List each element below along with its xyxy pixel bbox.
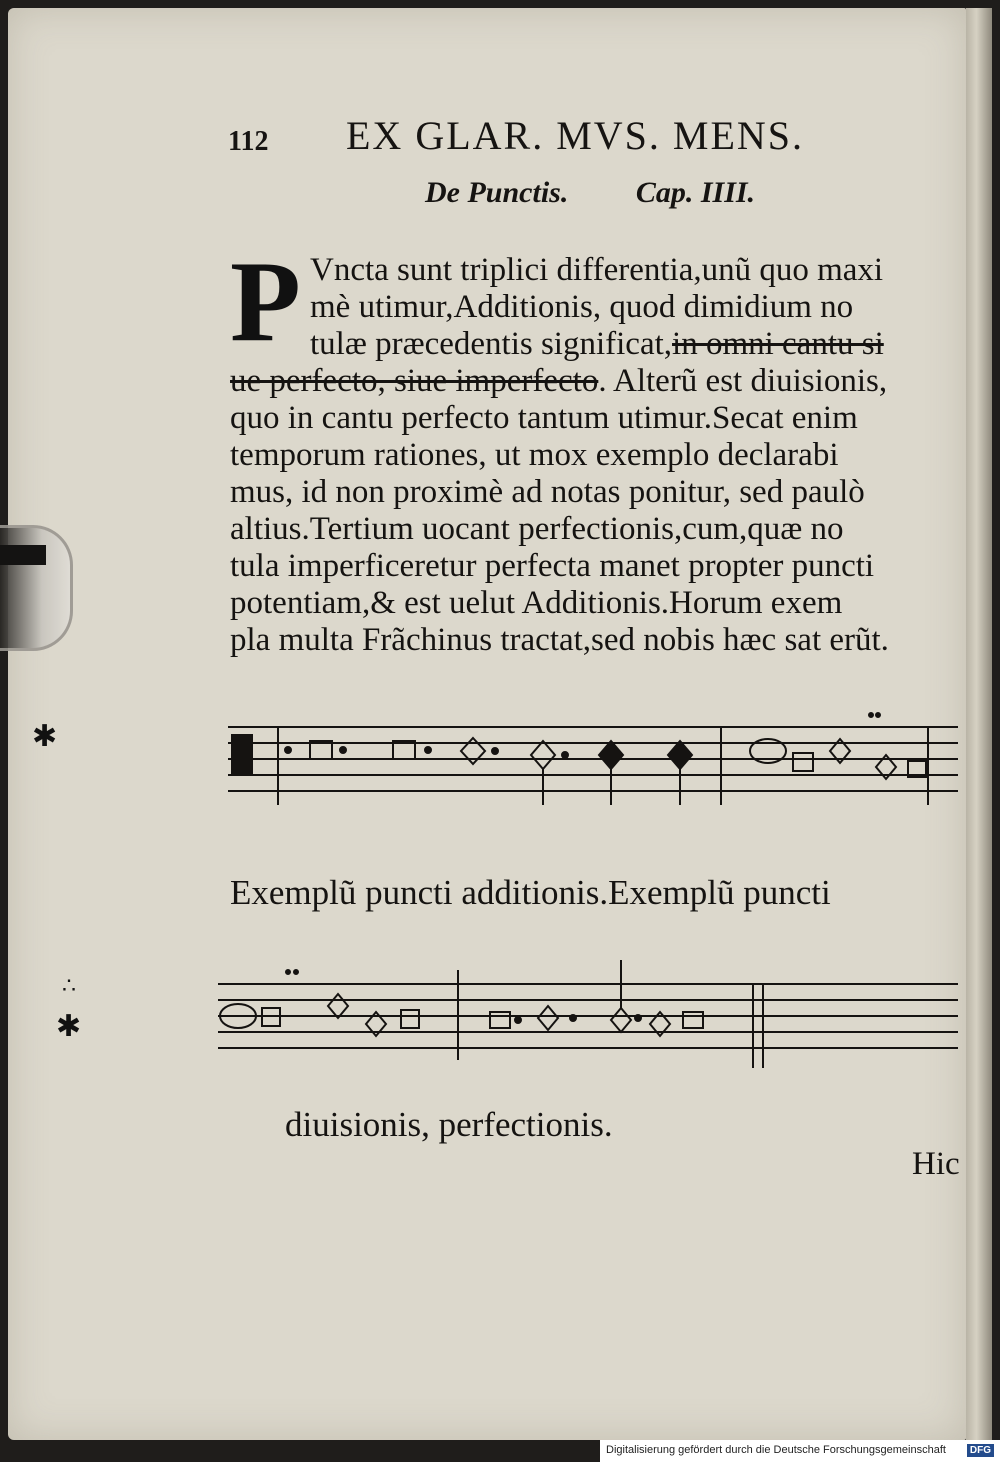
music-staff-1 [228,705,958,815]
example-caption-2: diuisionis, perfectionis. [285,1105,613,1144]
text-line: altius.Tertium uocant perfectionis,cum,quæ no [230,511,844,547]
catchword: Hic [912,1146,960,1182]
text-line [230,363,887,399]
footer-bar [600,1440,1000,1462]
margin-mark-3: ✱ [56,1010,82,1043]
text-segment: . Alterũ est diuisionis, [598,363,888,399]
music-staff-2 [218,950,958,1070]
text-line: tula imperficeretur perfecta manet propter puncti [230,548,875,584]
example-caption-1: Exemplũ puncti additionis.Exemplũ puncti [230,873,831,912]
clip-band [0,545,46,565]
chapter-title: De Punctis. [425,176,569,209]
struck-text: ue perfecto, siue imperfecto [230,363,599,399]
text-line [310,326,884,362]
text-line: Vncta sunt triplici differentia,unũ quo maxi [310,252,884,288]
text-line: potentiam,& est uelut Additionis.Horum exem [230,585,843,621]
struck-text: in omni cantu si [672,326,884,362]
margin-mark-2: ∴ [62,973,76,998]
margin-mark-1: ✱ [32,720,58,753]
text-line: mus, id non proximè ad notas ponitur, sed paulò [230,474,865,510]
page-clip [0,525,73,651]
running-head [228,112,908,162]
funding-credit: Digitalisierung gefördert durch die Deutsche Forschungsgemeinschaft [606,1444,946,1456]
text-segment: tulæ præcedentis significat, [310,326,673,362]
running-title: EX GLAR. MVS. MENS. [346,113,805,158]
text-line: quo in cantu perfecto tantum utimur.Secat enim [230,400,858,436]
drop-cap: P [230,238,301,366]
text-line: mè utimur,Additionis, quod dimidium no [310,289,854,325]
page-edge [966,8,992,1440]
chapter-heading [425,176,815,210]
dfg-logo: DFG [967,1444,994,1457]
page-number: 112 [228,126,269,157]
chapter-number: Cap. IIII. [635,176,756,209]
text-line: temporum rationes, ut mox exemplo declarabi [230,437,839,473]
text-line: pla multa Frãchinus tractat,sed nobis hæc sat erũt. [230,622,889,658]
